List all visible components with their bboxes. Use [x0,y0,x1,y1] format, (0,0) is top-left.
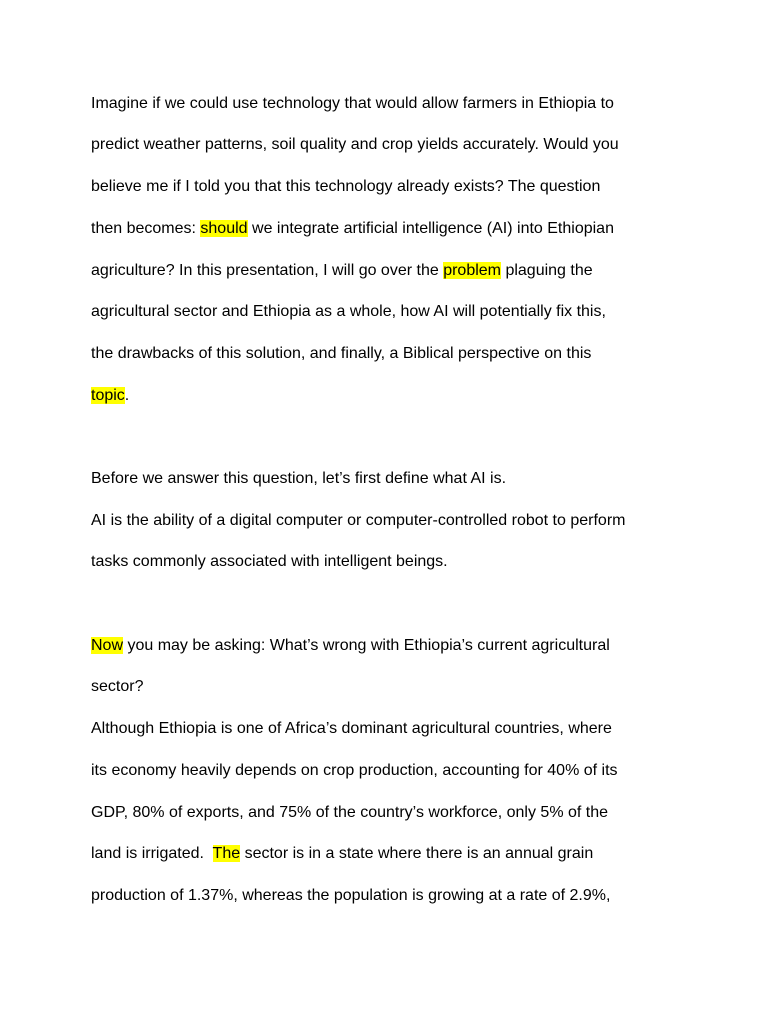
highlighted-word: The [212,845,241,862]
text-line [91,844,593,864]
text-line [91,261,593,281]
text-line [91,219,614,239]
text: production of 1.37%, whereas the population is growing at a rate of 2.9%, [91,887,611,904]
text: Before we answer this question, let’s first define what AI is. [91,470,507,487]
text: the drawbacks of this solution, and finally, a Biblical perspective on this [91,345,592,362]
text: GDP, 80% of exports, and 75% of the country’s workforce, only 5% of the [91,804,609,821]
text-line [91,135,619,155]
text: agriculture? In this presentation, I will go over the [91,262,444,279]
text-line [91,386,129,406]
text-line [91,552,448,572]
text-line [91,886,610,906]
text-line [91,344,591,364]
text-line [91,719,612,739]
text: Imagine if we could use technology that would allow farmers in Ethiopia to [91,95,614,112]
text-line [91,469,506,489]
text-line [91,803,608,823]
text: Although Ethiopia is one of Africa’s dominant agricultural countries, where [91,720,612,737]
text: believe me if I told you that this technology already exists? The question [91,178,601,195]
text-line [91,302,606,322]
text: tasks commonly associated with intelligent beings. [91,553,448,570]
highlighted-word: should [200,220,248,237]
text-line [91,511,625,531]
text: agricultural sector and Ethiopia as a whole, how AI will potentially fix this, [91,303,606,320]
text: sector is in a state where there is an annual grain [240,845,594,862]
text-line [91,94,614,114]
text: land is irrigated. [91,845,213,862]
text-line [91,636,610,656]
text-line [91,761,618,781]
highlighted-word: topic [91,387,125,404]
text: predict weather patterns, soil quality and crop yields accurately. Would you [91,136,619,153]
text-line [91,177,600,197]
text: we integrate artificial intelligence (AI) into Ethiopian [247,220,614,237]
text: plaguing the [501,262,593,279]
text: its economy heavily depends on crop production, accounting for 40% of its [91,762,618,779]
text: sector? [91,678,144,695]
text: you may be asking: What’s wrong with Ethiopia’s current agricultural [123,637,610,654]
text-line [91,677,143,697]
highlighted-word: problem [443,262,501,279]
text: AI is the ability of a digital computer or computer-controlled robot to perform [91,512,626,529]
text: . [124,387,130,404]
text: then becomes: [91,220,201,237]
highlighted-word: Now [91,637,124,654]
